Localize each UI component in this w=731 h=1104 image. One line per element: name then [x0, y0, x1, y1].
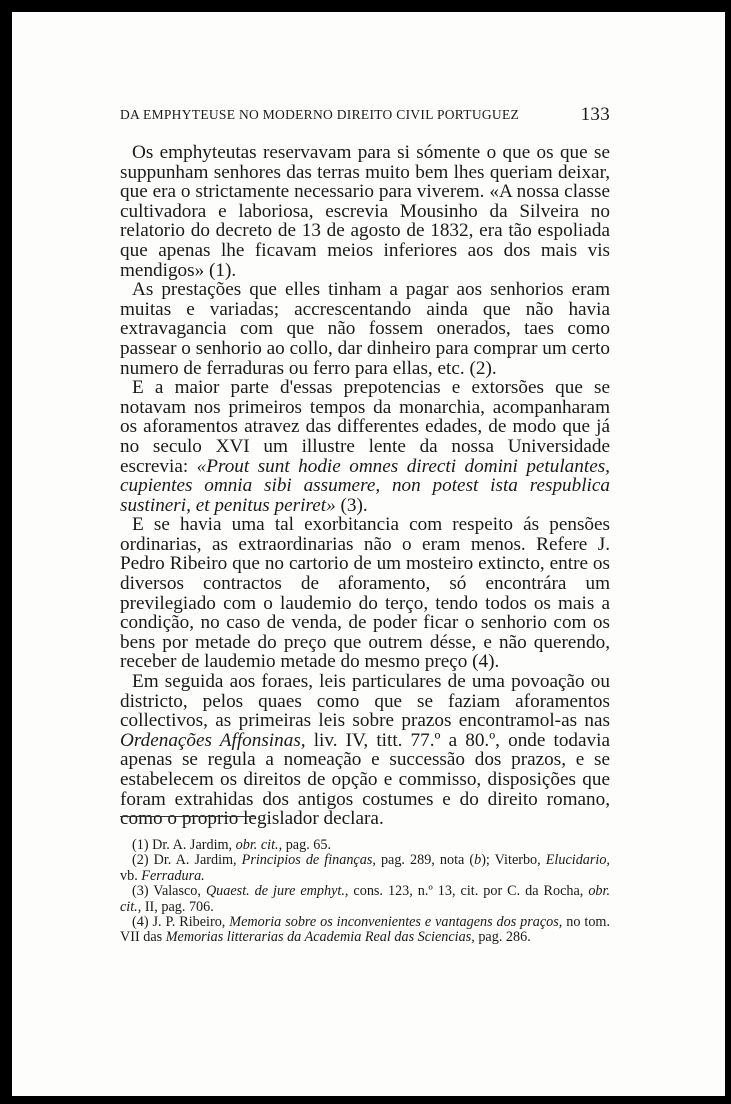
footnote-1 [120, 838, 610, 853]
paragraph-3 [120, 378, 610, 515]
footnote-2-italic-2: b [474, 852, 482, 869]
footnote-4-b: no tom. VII das [120, 914, 610, 946]
footnote-4-a: (4) J. P. Ribeiro, [132, 914, 230, 931]
footnote-1-b: pag. 65. [282, 837, 332, 853]
footnote-1-a: (1) Dr. A. Jardim, [132, 837, 236, 853]
footnote-2-c: ); Viterbo, [481, 852, 546, 869]
footnote-3 [120, 884, 610, 915]
paragraph-1: Os emphyteutas reservavam para si sómente o que os que se suppunham senhores das terras muito bem lhes queriam deixar, que era o strictamente necessario para viverem. «A nossa classe cultivadora e laboriosa, escrevia Mousinho da Silveira no relatorio do decreto de 13 de agosto de 1832, era tão espoliada que apenas lhe ficavam meios inferiores aos dos mais vis mendigos» (1). [120, 142, 610, 281]
paragraph-5 [120, 672, 610, 829]
running-header [120, 104, 610, 128]
main-text [120, 143, 610, 829]
footnote-4 [120, 915, 610, 946]
footnote-2-italic-1: Principios de finanças, [241, 852, 376, 869]
paragraph-4: E se havia uma tal exorbitancia com respeito ás pensões ordinarias, as extraordinarias não o eram menos. Refere J. Pedro Ribeiro que no cartorio de um mosteiro extincto, entre os diversos contractos de aforamento, só encontrára um previlegiado com o laudemio do terço, tendo todos os mais a condição, no caso de venda, de poder ficar o senhorio com os bens por metade do preço que outrem désse, e não querendo, receber de laudemio metade do mesmo preço (4). [120, 514, 610, 673]
paragraph-3-text: E a maior parte d'essas prepotencias e extorsões que se notavam nos primeiros tempos da monarchia, acompanharam os aforamentos atravez das differentes edades, de modo que já no seculo XVI um illustre lente da nossa Universidade escrevia: [120, 377, 610, 477]
running-title: DA EMPHYTEUSE NO MODERNO DIREITO CIVIL PORTUGUEZ [120, 107, 520, 122]
footnote-3-a: (3) Valasco, [132, 883, 206, 900]
footnote-2-d: vb. [120, 867, 142, 884]
footnote-divider [120, 816, 254, 817]
footnote-4-c: pag. 286. [474, 929, 531, 946]
footnotes [120, 838, 610, 946]
paragraph-3-ref: (3). [335, 494, 368, 516]
footnote-3-c: II, pag. 706. [141, 898, 214, 915]
latin-quotation: «Prout sunt hodie omnes directi domini petulantes, cupientes omnia sibi assumere, non potest ista respublica sustineri, et penitus periret» [120, 455, 610, 516]
footnote-3-b: cons. 123, n.º 13, cit. por C. da Rocha, [348, 883, 589, 900]
footnote-2-b: pag. 289, nota ( [375, 852, 475, 869]
paragraph-5-text-a: Em seguida aos foraes, leis particulares de uma povoação ou districto, pelos quaes como que se faziam aforamentos collectivos, as primeiras leis sobre prazos encontramol-as nas [120, 671, 610, 732]
footnote-2-italic-4: Ferradura. [141, 867, 205, 884]
footnote-4-italic-2: Memorias litterarias da Academia Real das Sciencias, [165, 929, 475, 946]
page-number: 133 [580, 104, 610, 125]
paragraph-5-text-b: liv. IV, titt. 77.º a 80.º, onde todavia apenas se regula a nomeação e successão dos prazos, e se estabelecem os direitos de opção e commisso, disposições que foram extrahidas dos antigos costumes e do direito romano, como o proprio legislador declara. [120, 729, 610, 830]
footnote-3-italic-1: Quaest. de jure emphyt., [205, 883, 349, 900]
book-page [12, 12, 725, 1096]
footnote-2 [120, 853, 610, 884]
paragraph-2: As prestações que elles tinham a pagar aos senhorios eram muitas e variadas; accrescentando ainda que não havia extravagancia com que não fossem onerados, taes como passear o senhorio ao collo, dar dinheiro para comprar um certo numero de ferraduras ou ferro para ellas, etc. (2). [120, 279, 610, 379]
work-title: Ordenações Affonsinas, [120, 729, 306, 751]
footnote-2-italic-3: Elucidario, [545, 852, 610, 869]
footnote-4-italic-1: Memoria sobre os inconvenientes e vantagens dos praços, [229, 914, 563, 931]
footnote-3-italic-2: obr. cit., [120, 883, 610, 915]
footnote-1-italic: obr. cit., [235, 837, 283, 853]
footnote-2-a: (2) Dr. A. Jardim, [132, 852, 242, 869]
